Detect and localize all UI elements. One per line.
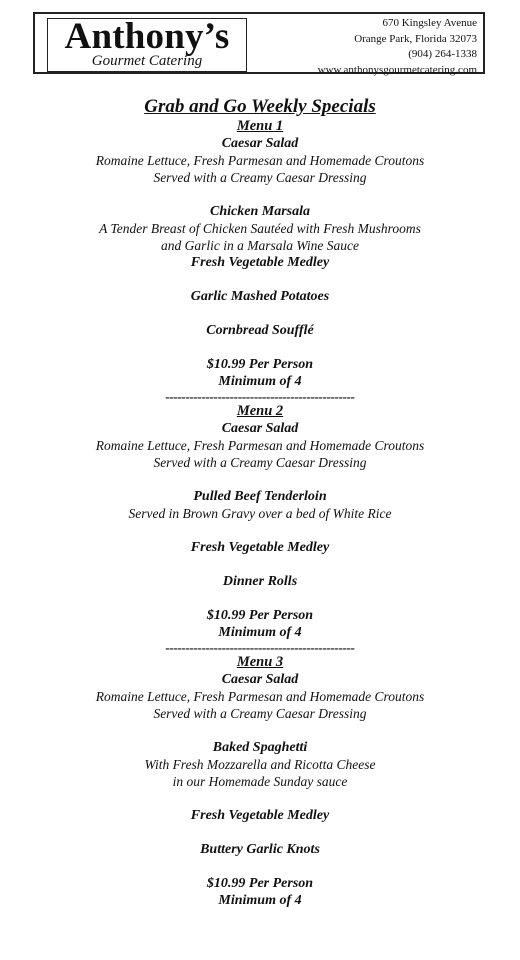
menu-1-side-3: Cornbread Soufflé <box>206 323 314 338</box>
menu-1-salad-name: Caesar Salad <box>221 136 299 151</box>
menu-1-side-2: Garlic Mashed Potatoes <box>190 289 330 304</box>
menu-1-entree-desc-1: A Tender Breast of Chicken Sautéed with Fresh Mushrooms <box>99 221 421 236</box>
menu-2-salad-name: Caesar Salad <box>221 421 299 436</box>
letterhead <box>33 12 485 74</box>
menu-3-salad-desc-1: Romaine Lettuce, Fresh Parmesan and Homemade Croutons <box>95 689 425 704</box>
menu-3-entree-name: Baked Spaghetti <box>212 740 308 755</box>
menu-3-price: $10.99 Per Person <box>206 876 314 891</box>
phone-number: (904) 264-1338 <box>408 48 477 60</box>
specials-menu <box>0 96 520 909</box>
menu-2-side-1: Fresh Vegetable Medley <box>190 540 330 555</box>
menu-1-minimum: Minimum of 4 <box>218 374 302 389</box>
logo-name: Anthony’s <box>64 16 230 57</box>
menu-1-salad-desc-2: Served with a Creamy Caesar Dressing <box>153 170 367 185</box>
logo <box>47 18 247 72</box>
menu-3-salad-desc-2: Served with a Creamy Caesar Dressing <box>153 706 367 721</box>
separator-1: ----------------------------------------------- <box>165 389 355 404</box>
menu-2-heading: Menu 2 <box>236 403 284 419</box>
menu-1-heading: Menu 1 <box>236 118 284 134</box>
contact-info <box>318 16 477 78</box>
menu-3-heading: Menu 3 <box>236 654 284 670</box>
address-line-1: 670 Kingsley Avenue <box>382 17 477 29</box>
menu-1-price: $10.99 Per Person <box>206 357 314 372</box>
menu-2-side-2: Dinner Rolls <box>222 574 298 589</box>
menu-3-minimum: Minimum of 4 <box>218 893 302 908</box>
separator-2: ----------------------------------------------- <box>165 640 355 655</box>
menu-1-side-1: Fresh Vegetable Medley <box>190 255 330 270</box>
website-link[interactable]: www.anthonysgourmetcatering.com <box>317 63 477 76</box>
page-title: Grab and Go Weekly Specials <box>144 96 376 117</box>
logo-subtitle: Gourmet Catering <box>91 53 203 69</box>
menu-3-salad-name: Caesar Salad <box>221 672 299 687</box>
menu-1-entree-name: Chicken Marsala <box>210 204 310 219</box>
menu-3-side-1: Fresh Vegetable Medley <box>190 808 330 823</box>
menu-2-salad-desc-1: Romaine Lettuce, Fresh Parmesan and Homemade Croutons <box>95 438 425 453</box>
menu-3-entree-desc-2: in our Homemade Sunday sauce <box>172 774 348 789</box>
menu-1-salad-desc-1: Romaine Lettuce, Fresh Parmesan and Homemade Croutons <box>95 153 425 168</box>
menu-2-salad-desc-2: Served with a Creamy Caesar Dressing <box>153 455 367 470</box>
menu-2-entree-name: Pulled Beef Tenderloin <box>193 489 327 504</box>
menu-1-entree-desc-2: and Garlic in a Marsala Wine Sauce <box>161 238 359 253</box>
address-line-2: Orange Park, Florida 32073 <box>354 32 477 45</box>
menu-2-entree-desc-1: Served in Brown Gravy over a bed of White Rice <box>128 506 392 521</box>
menu-3-side-2: Buttery Garlic Knots <box>200 842 320 857</box>
menu-2-minimum: Minimum of 4 <box>218 625 302 640</box>
menu-3-entree-desc-1: With Fresh Mozzarella and Ricotta Cheese <box>144 757 376 772</box>
menu-2-price: $10.99 Per Person <box>206 608 314 623</box>
